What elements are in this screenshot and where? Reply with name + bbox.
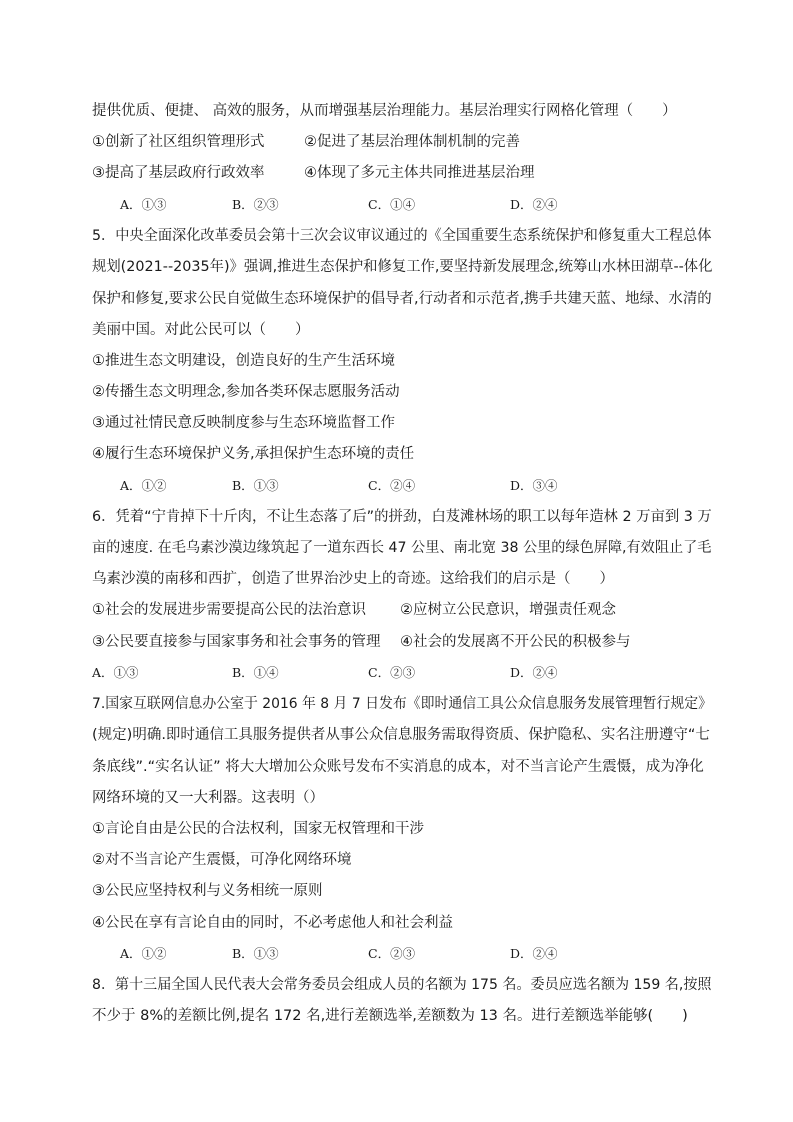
q5-option-d[interactable]: D．③④ bbox=[510, 478, 558, 493]
q5-stem-line-3: 保护和修复,要求公民自觉做生态环境保护的倡导者,行动者和示范者,携手共建天蓝、地绿、水清的 bbox=[92, 291, 712, 307]
q5-stem-line-4: 美丽中国。对此公民可以（ ） bbox=[92, 322, 310, 338]
q4-item-2: ②促进了基层治理体制机制的完善 bbox=[304, 134, 520, 150]
q6-items-row-1 bbox=[92, 600, 712, 620]
q6-option-d[interactable]: D．②④ bbox=[510, 665, 558, 680]
q5-option-b[interactable]: B．①③ bbox=[232, 478, 279, 493]
q8-stem-line-1: 8．第十三届全国人民代表大会常务委员会组成人员的名额为 175 名。委员应选名额为 159 名,按照 bbox=[92, 977, 712, 993]
q4-item-1: ①创新了社区组织管理形式 bbox=[92, 134, 265, 150]
q7-option-c[interactable]: C．②③ bbox=[368, 946, 416, 961]
q6-item-4: ④社会的发展离不开公民的积极参与 bbox=[400, 634, 631, 650]
q5-option-a[interactable]: A．①② bbox=[120, 478, 167, 493]
q4-items-row-2 bbox=[92, 163, 712, 183]
q7-stem-line-1: 7.国家互联网信息办公室于 2016 年 8 月 7 日发布《即时通信工具公众信息服务发展管理暂行规定》 bbox=[92, 696, 712, 712]
q5-stem-line-1: 5．中央全面深化改革委员会第十三次会议审议通过的《全国重要生态系统保护和修复重大工程总体 bbox=[92, 228, 712, 244]
q7-item-2: ②对不当言论产生震慑，可净化网络环境 bbox=[92, 852, 352, 868]
q5-item-4: ④履行生态环境保护义务,承担保护生态环境的责任 bbox=[92, 446, 415, 462]
q5-options bbox=[92, 476, 712, 496]
q4-stem-tail: 提供优质、便捷、 高效的服务，从而增强基层治理能力。基层治理实行网格化管理（ ） bbox=[92, 103, 677, 119]
q6-option-b[interactable]: B．①④ bbox=[232, 665, 279, 680]
q8-stem-line-2: 不少于 8%的差额比例,提名 172 名,进行差额选举,差额数为 13 名。进行差额选举能够( ) bbox=[92, 1008, 688, 1024]
q6-stem-line-1: 6．凭着“宁肯掉下十斤肉，不让生态落了后”的拼劲，白芨滩林场的职工以每年造林 2 万亩到 3 万 bbox=[92, 509, 712, 525]
q7-option-a[interactable]: A．①② bbox=[120, 946, 167, 961]
q5-item-1: ①推进生态文明建设，创造良好的生产生活环境 bbox=[92, 353, 395, 369]
q5-stem-line-2: 规划(2021--2035年)》强调,推进生态保护和修复工作,要坚持新发展理念,统筹山水林田湖草--体化 bbox=[92, 259, 713, 275]
q6-item-3: ③公民要直接参与国家事务和社会事务的管理 bbox=[92, 634, 381, 650]
q4-option-a[interactable]: A．①③ bbox=[120, 197, 167, 212]
q4-option-c[interactable]: C．①④ bbox=[368, 197, 416, 212]
q6-stem-line-2: 亩的速度. 在毛乌素沙漠边缘筑起了一道东西长 47 公里、南北宽 38 公里的绿色屏障,有效阻止了毛 bbox=[92, 540, 712, 556]
q7-option-d[interactable]: D．②④ bbox=[510, 946, 558, 961]
q7-item-1: ①言论自由是公民的合法权利，国家无权管理和干涉 bbox=[92, 821, 424, 837]
q7-options bbox=[92, 944, 712, 964]
q7-item-3: ③公民应坚持权利与义务相统一原则 bbox=[92, 883, 323, 899]
q4-item-4: ④体现了多元主体共同推进基层治理 bbox=[304, 165, 535, 181]
q6-stem-line-3: 乌素沙漠的南移和西扩，创造了世界治沙史上的奇迹。这给我们的启示是（ ） bbox=[92, 571, 614, 587]
q6-item-1: ①社会的发展进步需要提高公民的法治意识 bbox=[92, 602, 366, 618]
q7-stem-line-2: (规定)明确.即时通信工具服务提供者从事公众信息服务需取得资质、保护隐私、实名注册遵守“七 bbox=[92, 727, 710, 743]
q7-stem-line-3: 条底线”.“实名认证” 将大大增加公众账号发布不实消息的成本，对不当言论产生震慑，成为净化 bbox=[92, 759, 704, 775]
q5-item-3: ③通过社情民意反映制度参与生态环境监督工作 bbox=[92, 415, 395, 431]
q4-item-3: ③提高了基层政府行政效率 bbox=[92, 165, 265, 181]
q6-options bbox=[92, 663, 712, 683]
q6-item-2: ②应树立公民意识，增强责任观念 bbox=[400, 602, 616, 618]
q6-option-a[interactable]: A．①③ bbox=[92, 665, 139, 680]
q4-option-d[interactable]: D．②④ bbox=[510, 197, 558, 212]
q7-stem-line-4: 网络环境的又一大利器。这表明（） bbox=[92, 790, 324, 806]
q4-items-row-1 bbox=[92, 132, 712, 152]
q5-item-2: ②传播生态文明理念,参加各类环保志愿服务活动 bbox=[92, 384, 400, 400]
q7-item-4: ④公民在享有言论自由的同时，不必考虑他人和社会利益 bbox=[92, 915, 453, 931]
q6-items-row-2 bbox=[92, 632, 712, 652]
q6-option-c[interactable]: C．②③ bbox=[368, 665, 416, 680]
q7-option-b[interactable]: B．①③ bbox=[232, 946, 279, 961]
q4-options bbox=[92, 195, 712, 215]
q4-option-b[interactable]: B．②③ bbox=[232, 197, 279, 212]
q5-option-c[interactable]: C．②④ bbox=[368, 478, 416, 493]
